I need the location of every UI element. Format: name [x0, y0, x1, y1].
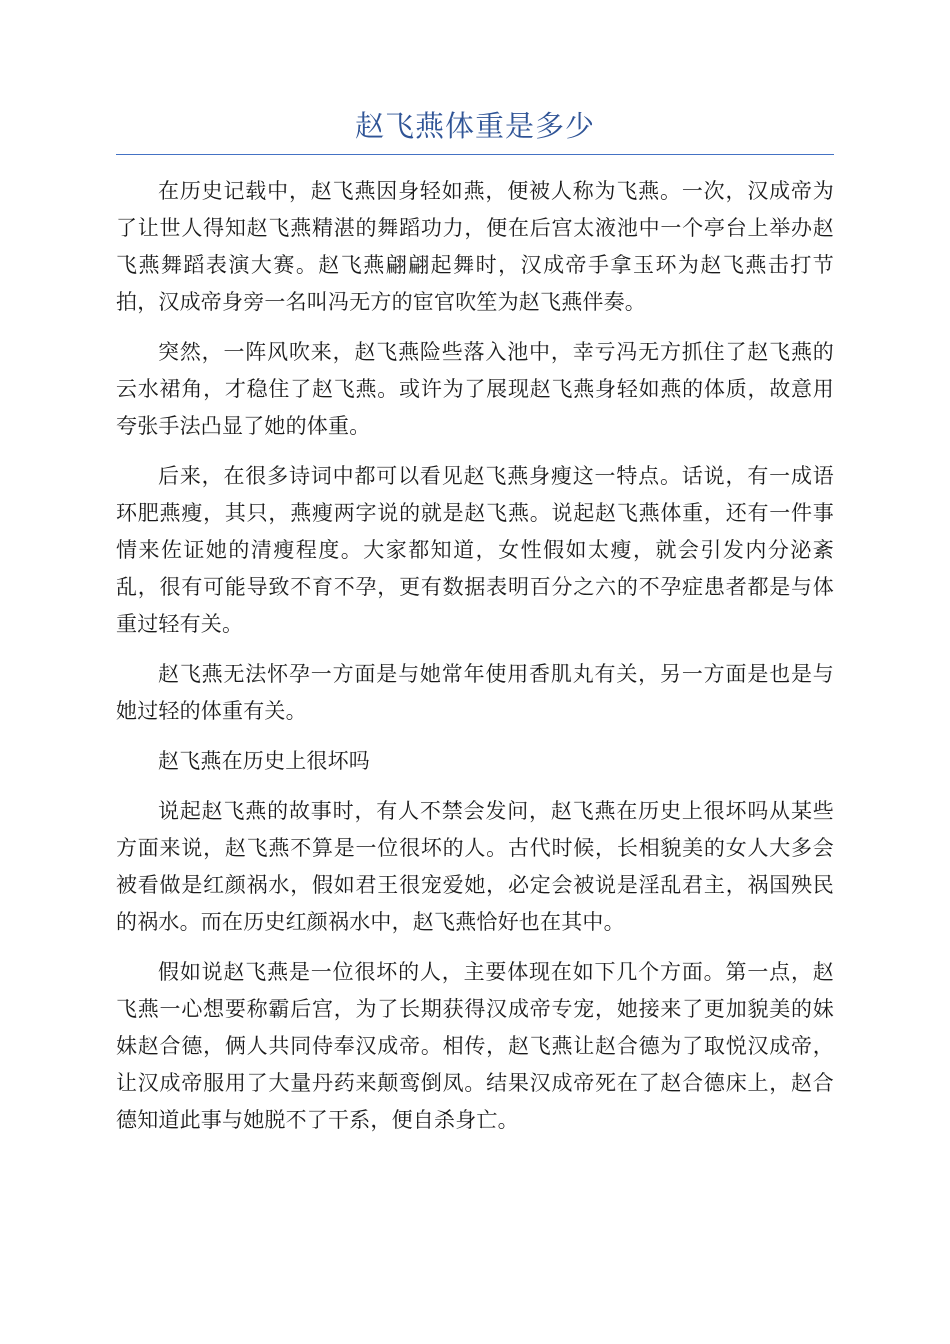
- paragraph-4: 赵飞燕无法怀孕一方面是与她常年使用香肌丸有关，另一方面是也是与她过轻的体重有关。: [116, 662, 834, 723]
- paragraph-6: 假如说赵飞燕是一位很坏的人，主要体现在如下几个方面。第一点，赵飞燕一心想要称霸后宫，为了长期获得汉成帝专宠，她接来了更加貌美的妹妹赵合德，俩人共同侍奉汉成帝。相传，赵飞燕让赵合德为了取悦汉成帝，让汉成帝服用了大量丹药来颠鸾倒凤。结果汉成帝死在了赵合德床上，赵合德知道此事与她脱不了干系，便自杀身亡。: [116, 960, 834, 1132]
- section-heading: 赵飞燕在历史上很坏吗: [158, 749, 370, 773]
- document-page: [116, 104, 834, 1152]
- paragraph-3: 后来，在很多诗词中都可以看见赵飞燕身瘦这一特点。话说，有一成语环肥燕瘦，其只，燕瘦两字说的就是赵飞燕。说起赵飞燕体重，还有一件事情来佐证她的清瘦程度。大家都知道，女性假如太瘦，就会引发内分泌紊乱，很有可能导致不育不孕，更有数据表明百分之六的不孕症患者都是与体重过轻有关。: [116, 464, 834, 636]
- paragraph-5: 说起赵飞燕的故事时，有人不禁会发问，赵飞燕在历史上很坏吗从某些方面来说，赵飞燕不算是一位很坏的人。古代时候，长相貌美的女人大多会被看做是红颜祸水，假如君王很宠爱她，必定会被说是淫乱君主，祸国殃民的祸水。而在历史红颜祸水中，赵飞燕恰好也在其中。: [116, 799, 834, 934]
- paragraph-1: 在历史记载中，赵飞燕因身轻如燕，便被人称为飞燕。一次，汉成帝为了让世人得知赵飞燕精湛的舞蹈功力，便在后宫太液池中一个亭台上举办赵飞燕舞蹈表演大赛。赵飞燕翩翩起舞时，汉成帝手拿玉环为赵飞燕击打节拍，汉成帝身旁一名叫冯无方的宦官吹笙为赵飞燕伴奏。: [116, 179, 834, 314]
- title-underline: [116, 154, 834, 155]
- paragraph-2: 突然，一阵风吹来，赵飞燕险些落入池中，幸亏冯无方抓住了赵飞燕的云水裙角，才稳住了赵飞燕。或许为了展现赵飞燕身轻如燕的体质，故意用夸张手法凸显了她的体重。: [116, 340, 834, 438]
- document-title: 赵飞燕体重是多少: [354, 109, 595, 143]
